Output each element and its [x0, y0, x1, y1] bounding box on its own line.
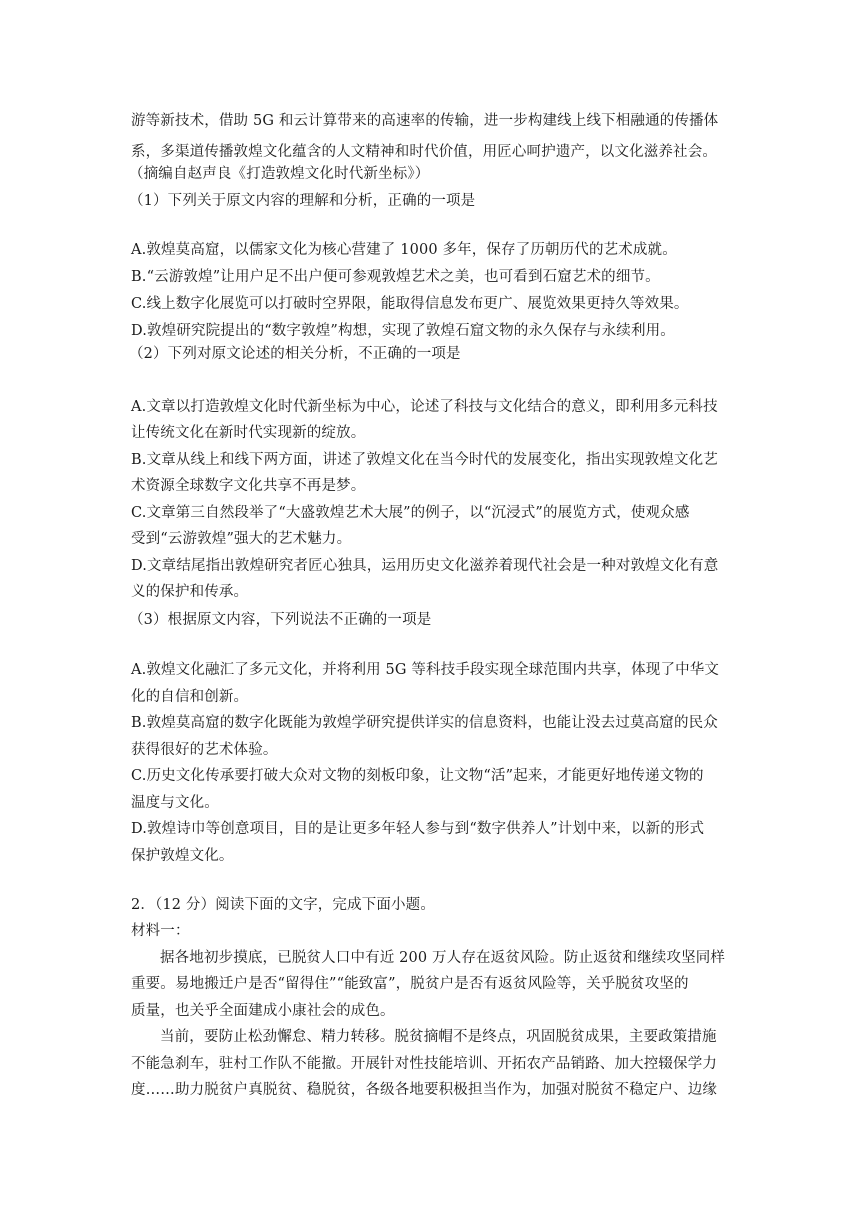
q2-option-a-cont: 让传统文化在新时代实现新的绽放。	[131, 425, 366, 441]
q2-option-d-cont: 义的保护和传承。	[131, 584, 249, 600]
q3-option-c-cont: 温度与文化。	[131, 795, 219, 811]
q1-option-c: C.线上数字化展览可以打破时空界限，能取得信息发布更广、展览效果更持久等效果。	[131, 296, 689, 312]
q1-option-b: B.“云游敦煌”让用户足不出户便可参观敦煌艺术之美，也可看到石窟艺术的细节。	[131, 269, 660, 285]
section-2-heading: 2．（12 分）阅读下面的文字，完成下面小题。	[131, 897, 435, 913]
q2-option-b-cont: 术资源全球数字文化共享不再是梦。	[131, 478, 366, 494]
passage-line: 游等新技术，借助 5G 和云计算带来的高速率的传输，进一步构建线上线下相融通的传播体	[131, 113, 719, 129]
q3-option-d-cont: 保护敦煌文化。	[131, 848, 234, 864]
material-paragraph-1-line: 据各地初步摸底，已脱贫人口中有近 200 万人存在返贫风险。防止返贫和继续攻坚同样	[160, 950, 726, 966]
material-paragraph-1-line: 重要。易地搬迁户是否“留得住”“能致富”，脱贫户是否有返贫风险等，关乎脱贫攻坚的	[131, 976, 689, 992]
q2-option-b: B.文章从线上和线下两方面，讲述了敦煌文化在当今时代的发展变化，指出实现敦煌文化艺	[131, 452, 718, 468]
material-paragraph-2-line: 不能急刹车，驻村工作队不能撤。开展针对性技能培训、开拓农产品销路、加大控辍保学力	[131, 1056, 717, 1072]
material-paragraph-2-line: 当前，要防止松劲懈怠、精力转移。脱贫摘帽不是终点，巩固脱贫成果，主要政策措施	[160, 1029, 717, 1045]
question-2-stem: （2）下列对原文论述的相关分析，不正确的一项是	[129, 346, 461, 362]
q3-option-c: C.历史文化传承要打破大众对文物的刻板印象，让文物“活”起来，才能更好地传递文物的	[131, 768, 704, 784]
q2-option-a: A.文章以打造敦煌文化时代新坐标为中心，论述了科技与文化结合的意义，即利用多元科技	[131, 399, 718, 415]
q1-option-d: D.敦煌研究院提出的“数字敦煌”构想，实现了敦煌石窟文物的永久保存与永续利用。	[131, 323, 675, 339]
q3-option-a: A.敦煌文化融汇了多元文化，并将利用 5G 等科技手段实现全球范围内共享，体现了中华文	[131, 662, 720, 678]
q3-option-d: D.敦煌诗巾等创意项目，目的是让更多年轻人参与到“数字供养人”计划中来，以新的形式	[131, 821, 705, 837]
material-paragraph-1-line: 质量，也关乎全面建成小康社会的成色。	[131, 1003, 395, 1019]
q3-option-a-cont: 化的自信和创新。	[131, 689, 249, 705]
passage-source: （摘编自赵声良《打造敦煌文化时代新坐标》）	[129, 166, 430, 182]
q1-option-a: A.敦煌莫高窟，以儒家文化为核心营建了 1000 多年，保存了历朝历代的艺术成就。	[131, 242, 677, 258]
q3-option-b: B.敦煌莫高窟的数字化既能为敦煌学研究提供详实的信息资料，也能让没去过莫高窟的民众	[131, 715, 718, 731]
material-1-label: 材料一：	[131, 923, 190, 939]
material-paragraph-2-line: 度……助力脱贫户真脱贫、稳脱贫，各级各地要积极担当作为，加强对脱贫不稳定户、边缘	[131, 1082, 717, 1098]
q3-option-b-cont: 获得很好的艺术体验。	[131, 742, 278, 758]
q2-option-d: D.文章结尾指出敦煌研究者匠心独具，运用历史文化滋养着现代社会是一种对敦煌文化有意	[131, 558, 719, 574]
passage-line: 系，多渠道传播敦煌文化蕴含的人文精神和时代价值，用匠心呵护遗产，以文化滋养社会。	[131, 144, 717, 160]
q2-option-c-cont: 受到“云游敦煌”强大的艺术魅力。	[131, 531, 352, 547]
question-3-stem: （3）根据原文内容，下列说法不正确的一项是	[129, 612, 432, 628]
q2-option-c: C.文章第三自然段举了“大盛敦煌艺术大展”的例子，以“沉浸式”的展览方式，使观众感	[131, 505, 690, 521]
question-1-stem: （1）下列关于原文内容的理解和分析，正确的一项是	[129, 193, 476, 209]
